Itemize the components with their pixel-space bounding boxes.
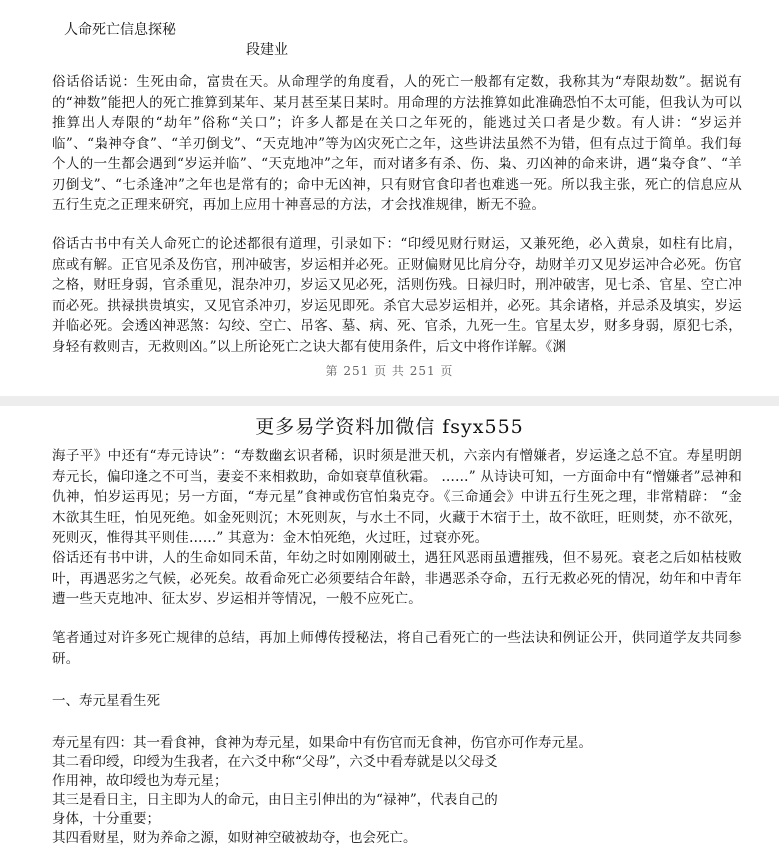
paragraph-intro: 俗话俗话说：生死由命，富贵在天。从命理学的角度看，人的死亡一般都有定数，我称其为“寿限劫数”。据说有的“神数”能把人的死亡推算到某年、某月甚至某日某时。用命理的方法推算如此准确恐怕不太可能，但我认为可以推算出人寿限的“劫年”俗称“关口”；许多人都是在关口之年死的，能逃过关口者是少数。有人讲：“岁运并临”、“枭神夺食”、“羊刃倒戈”、“天克地冲”等为凶灾死亡之年，这些讲法虽然不为错，但有点过于简单。我们每个人的一生都会遇到“岁运并临”、“天克地冲”之年，而对诸多有杀、伤、枭、刃凶神的命来讲，遇“枭夺食”、“羊刃倒戈”、“七杀逢冲”之年也是常有的；命中无凶神，只有财官食印者也难逃一死。所以我主张，死亡的信息应从五行生克之正理来研究，再加上应用十神喜忌的方法，才会找准规律，断无不验。 (52, 74, 742, 213)
section-heading: 一、寿元星看生死 (52, 693, 160, 709)
document-page-bottom (0, 406, 779, 859)
article-title: 人命死亡信息探秘 (64, 22, 176, 38)
document-page-top (0, 0, 779, 396)
page-number-footer: 第 251 页 共 251 页 (325, 364, 454, 378)
text-line: 其三是看日主，日主即为人的命元，由日主引伸出的为“禄神”，代表自己的 (52, 792, 498, 808)
text-line: 作用神，故印绶也为寿元星； (52, 773, 228, 789)
paragraph-poem: 海子平》中还有“寿元诗诀”：“寿数幽玄识者稀，识时须是泄天机，六亲内有憎嫌者，岁运逢之总不宜。寿星明朗寿元长，偏印逢之不可当，妻妾不来相救助，命如衰草值秋霜。 ……” 从诗诀可知，一方面命中有“憎嫌者”忌神和仇神，怕岁运再见；另一方面，“寿元星”食神或伤官怕枭克夺。《三命通会》中讲五行生死之理，非常精辟： “金木欲其生旺，怕见死绝。如金死则沉；木死则灰，与水土不同，火藏于木宿于土，故不欲旺，旺则焚，亦不欲死，死则灭，惟得其平则佳……” 其意为：金木怕死绝，火过旺，过衰亦死。 (52, 448, 742, 546)
paragraph-classics: 俗话古书中有关人命死亡的论述都很有道理，引录如下：“印绶见财行财运，又兼死绝，必入黄泉，如柱有比肩，庶或有解。正官见杀及伤官，刑冲破害，岁运相并必死。正财偏财见比肩分夺，劫财羊刃又见岁运冲合必死。伤官之格，财旺身弱，官杀重见，混杂冲刃，岁运又见必死，活则伤残。日禄归时，刑冲破害，见七杀、官星、空亡冲而必死。拱禄拱贵填实，又见官杀冲刃，岁运见即死。杀官大忌岁运相并，必死。其余诸格，并忌杀及填实，岁运并临必死。会透凶神恶煞：勾绞、空亡、吊客、墓、病、死、官杀，九死一生。官星太岁，财多身弱，原犯七杀，身轻有救则吉，无救则凶。”以上所论死亡之诀大都有使用条件，后文中将作详解。《渊 (52, 236, 742, 355)
author-name: 段建业 (246, 42, 288, 58)
text-line: 寿元星有四：其一看食神，食神为寿元星，如果命中有伤官而无食神，伤官亦可作寿元星。 (52, 735, 592, 751)
text-line: 其四看财星，财为养命之源，如财神空破被劫夺，也会死亡。 (52, 830, 417, 846)
text-line: 身体，十分重要； (52, 811, 160, 827)
page-separator (0, 396, 779, 406)
paragraph-author-note: 笔者通过对许多死亡规律的总结，再加上师傅传授秘法，将自己看死亡的一些法诀和例证公开，供同道学友共同参研。 (52, 630, 742, 667)
page-banner: 更多易学资料加微信 fsyx555 (255, 416, 524, 438)
paragraph-age: 俗话还有书中讲，人的生命如同禾苗，年幼之时如刚刚破土，遇狂风恶雨虽遭摧残，但不易死。衰老之后如枯枝败叶，再遇恶劣之气候，必死矣。故看命死亡必须要结合年龄，非遇恶杀夺命，五行无救必死的情况，幼年和中青年遭一些天克地冲、征太岁、岁运相并等情况，一般不应死亡。 (52, 550, 742, 607)
text-line: 其二看印绶，印绶为生我者，在六爻中称“父母”，六爻中看寿就是以父母爻 (52, 754, 498, 770)
